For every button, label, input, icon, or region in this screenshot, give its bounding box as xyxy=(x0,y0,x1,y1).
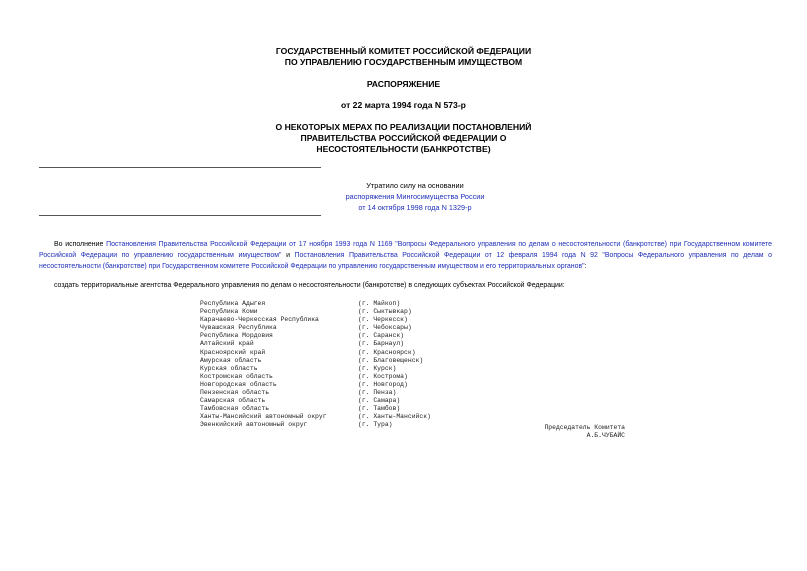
org-name-line1: ГОСУДАРСТВЕННЫЙ КОМИТЕТ РОССИЙСКОЙ ФЕДЕРАЦИИ xyxy=(275,46,532,56)
document-date-number: от 22 марта 1994 года N 573-р xyxy=(341,100,466,110)
region-city: (г. Курск) xyxy=(358,364,397,372)
region-name: Республика Адыгея xyxy=(200,300,266,307)
intro-lead: Во исполнение xyxy=(54,241,107,248)
intro-mid: и xyxy=(281,252,295,259)
document-title-line3: НЕСОСТОЯТЕЛЬНОСТИ (БАНКРОТСТВЕ) xyxy=(316,144,491,154)
region-city: (г. Красноярск) xyxy=(358,348,416,356)
region-row xyxy=(200,308,431,316)
region-name: Тамбовская область xyxy=(200,405,270,413)
region-name: Республика Коми xyxy=(200,308,258,316)
region-name: Новгородская область xyxy=(200,380,277,388)
region-name: Республика Мордовия xyxy=(200,332,273,340)
region-name: Костромская область xyxy=(200,372,273,380)
region-city: (г. Сыктывкар) xyxy=(358,308,412,316)
signatory-name: А.Б.ЧУБАЙС xyxy=(586,432,625,440)
region-city: (г. Чебоксары) xyxy=(358,324,412,332)
repeal-order-date-link[interactable]: от 14 октября 1998 года N 1329-р xyxy=(358,203,472,212)
region-city: (г. Кострома) xyxy=(358,372,408,380)
directive-paragraph: создать территориальные агентства Федерального управления по делам о несостоятельности (банкротстве) в следующих субъектах Российской Федерации: xyxy=(54,282,565,289)
divider-bottom xyxy=(39,215,321,216)
region-name: Курская область xyxy=(200,364,258,372)
divider-top xyxy=(39,167,321,168)
region-row xyxy=(200,357,431,365)
decree-1169-link[interactable]: Постановления Правительства Российской Федерации от 17 ноября 1993 года N 1169 "Вопросы Федерального управления по делам о несостоятельности (банкротстве) при Государственном комитете Российской Федерации по управлению государственным имуществом" xyxy=(39,241,772,259)
region-row xyxy=(200,300,431,308)
region-city: (г. Самара) xyxy=(358,397,401,405)
region-name: Красноярский край xyxy=(200,348,266,356)
intro-paragraph xyxy=(39,239,772,272)
org-name-line2: ПО УПРАВЛЕНИЮ ГОСУДАРСТВЕННЫМ ИМУЩЕСТВОМ xyxy=(284,57,523,67)
region-city: (г. Тура) xyxy=(358,421,393,429)
region-city: (г. Барнаул) xyxy=(358,340,405,348)
status-note xyxy=(320,180,510,213)
region-name: Чувашская Республика xyxy=(200,324,277,332)
signatory-position: Председатель Комитета xyxy=(544,424,625,431)
document-type: РАСПОРЯЖЕНИЕ xyxy=(366,79,441,89)
region-row xyxy=(200,421,431,429)
region-name: Амурская область xyxy=(200,356,262,364)
document-title-line1: О НЕКОТОРЫХ МЕРАХ ПО РЕАЛИЗАЦИИ ПОСТАНОВЛЕНИЙ xyxy=(275,122,532,132)
region-name: Пензенская область xyxy=(200,389,270,397)
region-name: Алтайский край xyxy=(200,340,254,348)
region-row xyxy=(200,349,431,357)
repeal-order-link[interactable]: распоряжения Мингосимущества России xyxy=(345,192,485,201)
intro-tail: : xyxy=(584,263,587,270)
status-note-text: Утратило силу на основании xyxy=(366,181,464,190)
region-city: (г. Майкоп) xyxy=(358,300,401,307)
document-title-line2: ПРАВИТЕЛЬСТВА РОССИЙСКОЙ ФЕДЕРАЦИИ О xyxy=(300,133,507,143)
region-city: (г. Благовещенск) xyxy=(358,356,424,364)
region-city: (г. Черкесск) xyxy=(358,316,408,324)
region-row xyxy=(200,373,431,381)
region-city: (г. Новгород) xyxy=(358,380,408,388)
region-row xyxy=(200,340,431,348)
region-list xyxy=(200,300,431,430)
region-city: (г. Саранск) xyxy=(358,332,405,340)
region-row xyxy=(200,389,431,397)
signature-block xyxy=(520,424,625,440)
region-name: Ханты-Мансийский автономный округ xyxy=(200,413,327,421)
region-name: Карачаево-Черкесская Республика xyxy=(200,316,319,324)
region-city: (г. Пенза) xyxy=(358,389,397,397)
region-name: Эвенкийский автономный округ xyxy=(200,421,308,429)
region-row xyxy=(200,365,431,373)
region-city: (г. Ханты-Мансийск) xyxy=(358,413,431,421)
region-row xyxy=(200,381,431,389)
region-name: Самарская область xyxy=(200,397,266,405)
decree-92-link[interactable]: Постановления Правительства Российской Федерации от 12 февраля 1994 года N 92 "Вопросы Федерального управления по делам о несостоятельности (банкротстве) при Государственном комитете Российской Федерации по управлению государственным имуществом и его территориальных органов" xyxy=(39,252,772,270)
region-row xyxy=(200,397,431,405)
region-city: (г. Тамбов) xyxy=(358,405,401,413)
